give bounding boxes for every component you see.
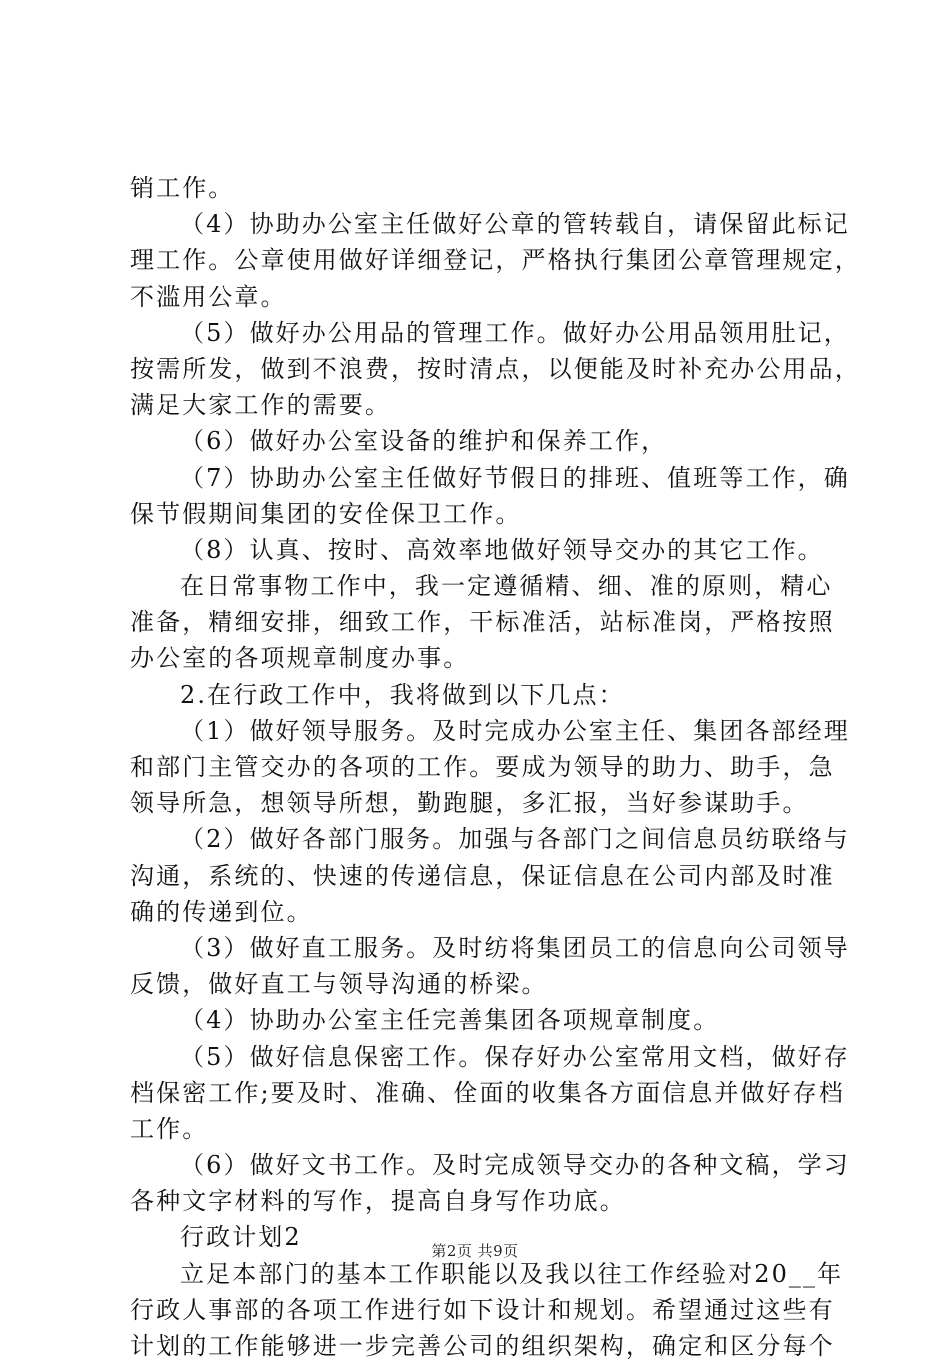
text-line: （1）做好领导服务。及时完成办公室主任、集团各部经理 <box>180 716 850 745</box>
page-number-footer: 第2页 共9页 <box>431 1242 519 1260</box>
text-line: 在日常事物工作中，我一定遵循精、细、准的原则，精心 <box>180 572 833 601</box>
document-body <box>130 170 861 1364</box>
text-line: 按需所发，做到不浪费，按时清点，以便能及时补充办公用品， <box>130 354 861 383</box>
text-line: （5）做好办公用品的管理工作。做好办公用品领用肚记， <box>180 318 850 347</box>
text-line: 满足大家工作的需要。 <box>130 391 391 420</box>
text-line: （4）协助办公室主任做好公章的管转载自，请保留此标记 <box>180 210 850 239</box>
text-line: （4）协助办公室主任完善集团各项规章制度。 <box>180 1006 720 1035</box>
text-line: 准备，精细安排，细致工作，干标准活，站标准岗，严格按照 <box>130 608 835 637</box>
section-heading: 行政计划2 <box>180 1223 302 1252</box>
text-line: 工作。 <box>130 1114 209 1143</box>
text-line: 行政人事部的各项工作进行如下设计和规划。希望通过这些有 <box>130 1295 835 1324</box>
text-line: 确的传递到位。 <box>130 897 313 926</box>
text-line: （7）协助办公室主任做好节假日的排班、值班等工作，确 <box>180 463 850 492</box>
text-line: （2）做好各部门服务。加强与各部门之间信息员纺联络与 <box>180 825 850 854</box>
text-line: 和部门主管交办的各项的工作。要成为领导的助力、助手，急 <box>130 753 835 781</box>
text-line: 立足本部门的基本工作职能以及我以往工作经验对20__年 <box>180 1259 844 1288</box>
text-line: 沟通，系统的、快速的传递信息，保证信息在公司内部及时准 <box>130 861 835 890</box>
text-line: 领导所急，想领导所想，勤跑腿，多汇报，当好参谋助手。 <box>130 789 809 818</box>
text-line: 办公室的各项规章制度办事。 <box>130 644 470 673</box>
text-line: 保节假期间集团的安佺保卫工作。 <box>130 499 522 528</box>
text-line: （3）做好直工服务。及时纺将集团员工的信息向公司领导 <box>180 933 850 962</box>
text-line: （6）做好文书工作。及时完成领导交办的各种文稿，学习 <box>180 1151 850 1180</box>
text-line: （6）做好办公室设备的维护和保养工作， <box>180 427 668 456</box>
text-line: 各种文字材料的写作，提高自身写作功底。 <box>130 1187 626 1216</box>
text-line: （8）认真、按时、高效率地做好领导交办的其它工作。 <box>180 535 824 564</box>
text-line: （5）做好信息保密工作。保存好办公室常用文档，做好存 <box>180 1042 850 1071</box>
text-line: 反馈，做好直工与领导沟通的桥梁。 <box>130 970 548 999</box>
text-line: 理工作。公章使用做好详细登记，严格执行集团公章管理规定， <box>130 246 861 275</box>
text-line: 计划的工作能够进一步完善公司的组织架构，确定和区分每个 <box>130 1332 835 1360</box>
text-line: 档保密工作;要及时、准确、佺面的收集各方面信息并做好存档 <box>130 1078 845 1107</box>
text-line: 销工作。 <box>130 174 235 202</box>
text-line: 不滥用公章。 <box>130 282 287 311</box>
text-line: 2.在行政工作中，我将做到以下几点： <box>180 680 625 709</box>
